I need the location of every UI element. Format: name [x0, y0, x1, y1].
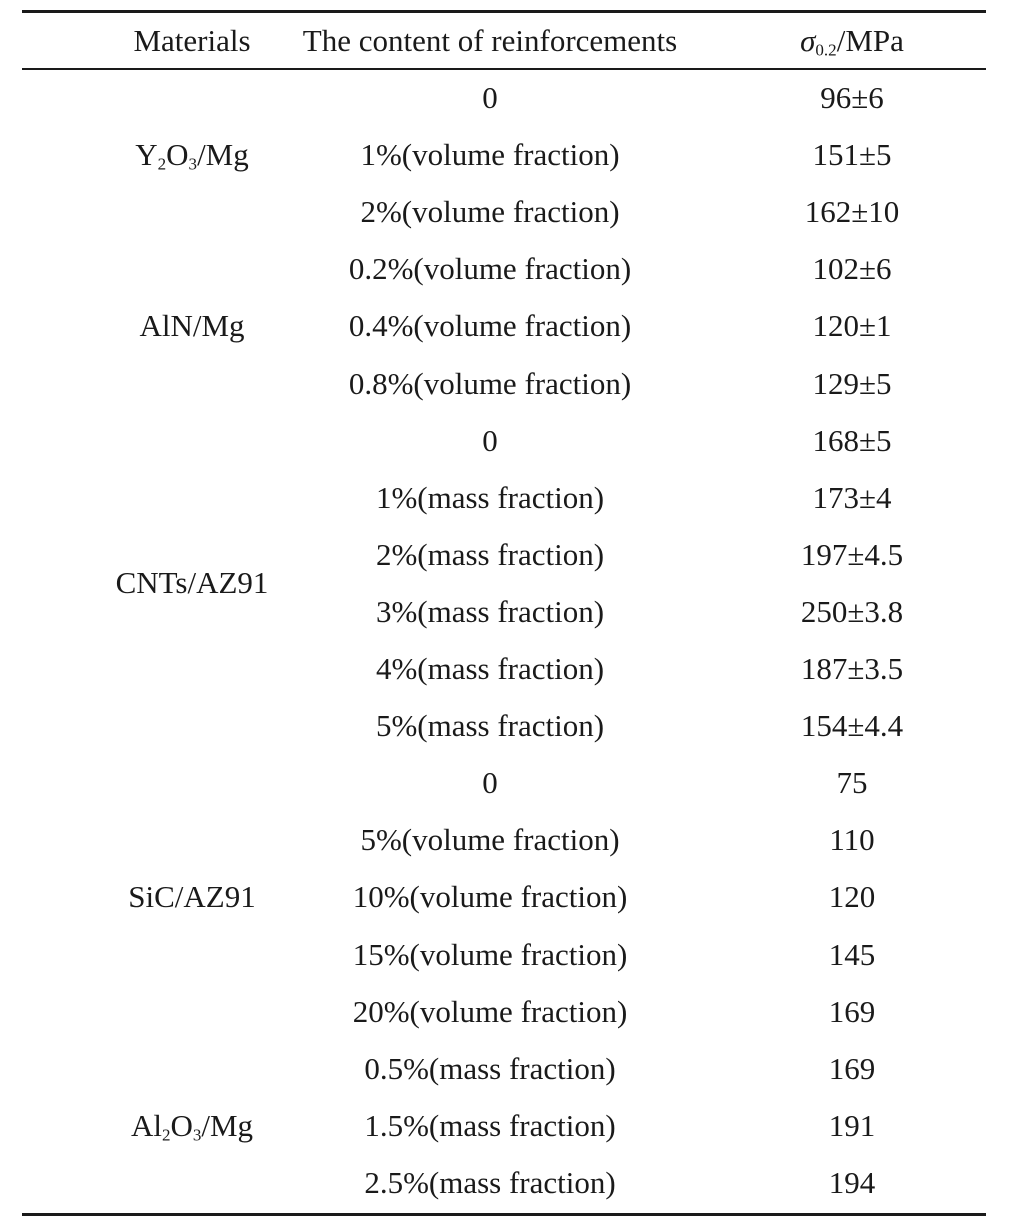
yield-strength-cell: 151±5 [812, 137, 892, 173]
material-subscript: 3 [188, 154, 198, 174]
material-cell [22, 563, 362, 603]
material-subscript: 3 [192, 1125, 202, 1145]
yield-strength-cell: 102±6 [812, 251, 892, 287]
yield-strength-cell: 187±3.5 [800, 651, 904, 686]
material-subscript: 2 [161, 1125, 171, 1145]
sigma-subscript: 0.2 [815, 40, 837, 60]
content-cell: 0.2%(volume fraction) [348, 251, 632, 287]
material-text: Y [135, 137, 158, 173]
content-cell: 20%(volume fraction) [352, 993, 628, 1029]
content-cell: 5%(mass fraction) [375, 708, 605, 744]
yield-strength-cell: 129±5 [812, 365, 892, 401]
yield-strength-cell: 250±3.8 [800, 593, 904, 629]
material-cell [22, 135, 362, 175]
material-text: AlN/Mg [139, 308, 245, 344]
yield-strength-cell: 173±4 [812, 479, 892, 515]
content-cell: 5%(volume fraction) [360, 822, 620, 858]
header-content: The content of reinforcements [302, 23, 678, 58]
content-cell: 0.4%(volume fraction) [348, 308, 632, 344]
material-text: Al [130, 1107, 162, 1143]
content-cell: 0.5%(mass fraction) [364, 1050, 616, 1086]
yield-strength-cell: 75 [836, 765, 868, 801]
table-header-rule [22, 68, 986, 70]
header-materials: Materials [133, 23, 251, 58]
yield-strength-cell: 120 [828, 879, 876, 915]
material-cell [22, 1106, 362, 1146]
content-cell: 15%(volume fraction) [352, 936, 628, 972]
yield-strength-cell: 169 [828, 993, 876, 1029]
yield-strength-cell: 120±1 [812, 308, 892, 344]
yield-strength-cell: 96±6 [820, 80, 884, 115]
sigma-unit: /MPa [836, 23, 904, 58]
yield-strength-cell: 162±10 [804, 194, 900, 230]
sigma-symbol: σ [800, 23, 816, 58]
content-cell: 1.5%(mass fraction) [364, 1107, 616, 1143]
material-subscript: 2 [157, 154, 167, 174]
yield-strength-cell: 169 [828, 1050, 876, 1086]
yield-strength-cell: 168±5 [812, 422, 892, 458]
yield-strength-cell: 191 [828, 1107, 876, 1143]
table-top-rule [22, 10, 986, 13]
material-text: SiC/AZ91 [128, 879, 256, 915]
material-text: CNTs/AZ91 [115, 565, 269, 601]
yield-strength-cell: 110 [829, 822, 875, 858]
content-cell: 0 [482, 80, 498, 115]
content-cell: 0 [482, 765, 498, 801]
content-cell: 4%(mass fraction) [375, 651, 605, 686]
material-cell [22, 877, 362, 917]
table-bottom-rule [22, 1213, 986, 1216]
material-text: /Mg [197, 137, 249, 173]
content-cell: 2%(volume fraction) [360, 194, 620, 230]
material-cell [22, 306, 362, 346]
content-cell: 10%(volume fraction) [352, 879, 628, 915]
content-cell: 0.8%(volume fraction) [348, 365, 632, 401]
content-cell: 3%(mass fraction) [375, 593, 605, 629]
yield-strength-cell: 145 [828, 936, 876, 972]
material-text: O [170, 1107, 193, 1143]
material-text: /Mg [201, 1107, 254, 1143]
yield-strength-cell: 194 [828, 1164, 876, 1200]
material-text: O [166, 137, 189, 173]
header-yield-strength [752, 21, 952, 61]
yield-strength-cell: 154±4.4 [800, 708, 904, 744]
content-cell: 2.5%(mass fraction) [364, 1164, 616, 1200]
content-cell: 0 [482, 422, 498, 458]
content-cell: 1%(volume fraction) [360, 137, 620, 173]
content-cell: 2%(mass fraction) [375, 536, 605, 572]
content-cell: 1%(mass fraction) [375, 479, 605, 515]
yield-strength-cell: 197±4.5 [800, 536, 904, 572]
